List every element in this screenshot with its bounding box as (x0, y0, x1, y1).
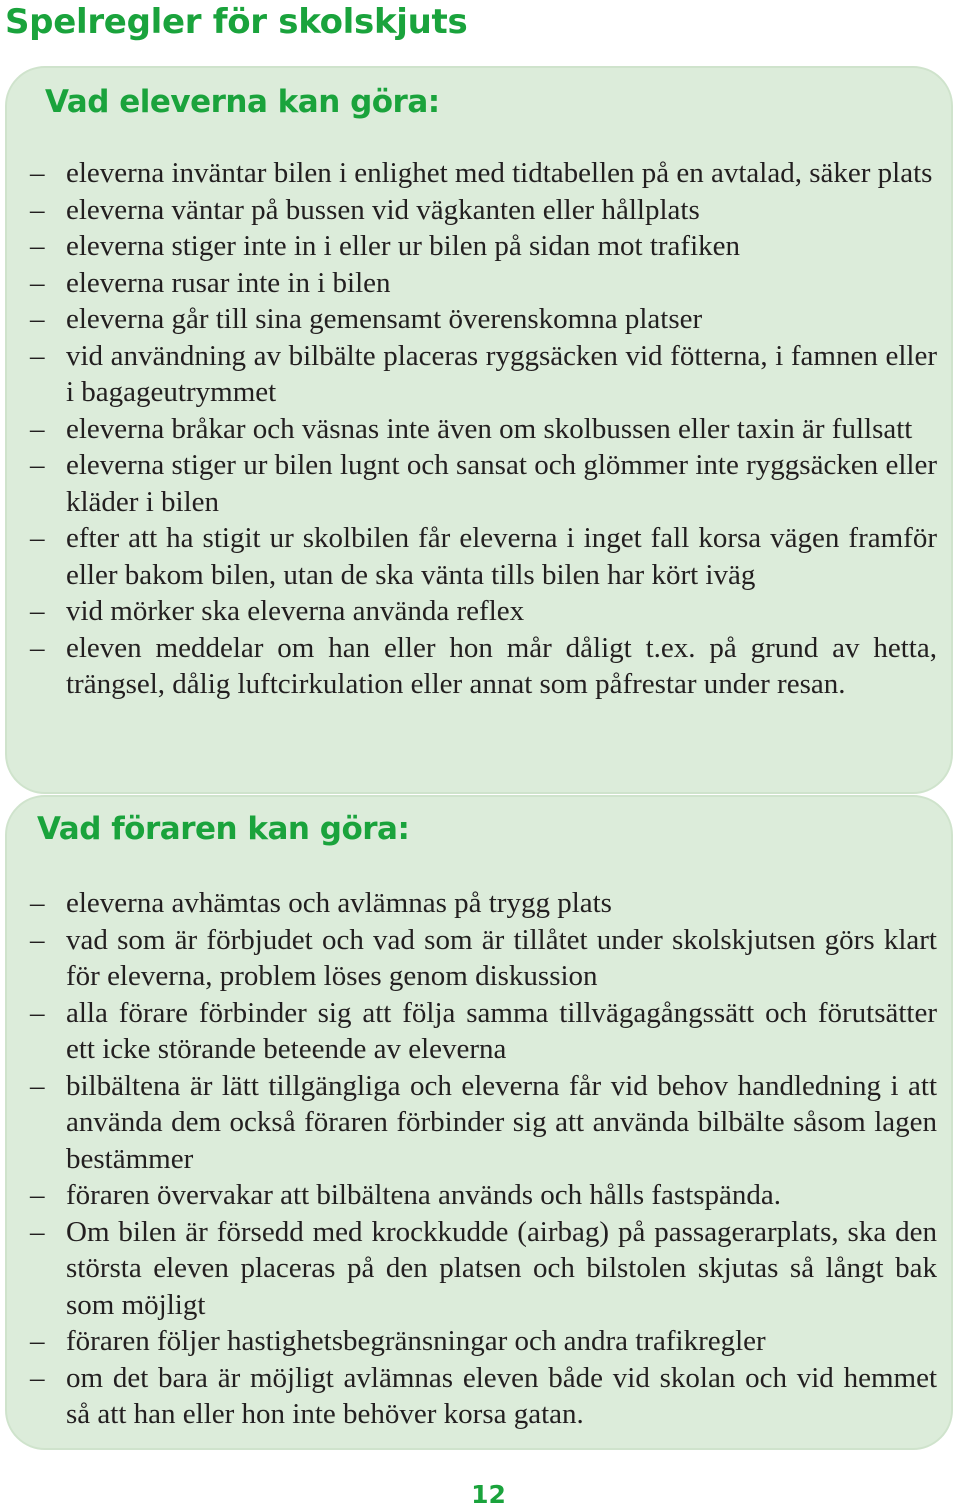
driver-rules-list (7, 885, 937, 1433)
students-rules-box (5, 66, 953, 794)
page-number: 12 (471, 1480, 506, 1509)
list-item: – eleverna avhämtas och avlämnas på trygg plats (7, 885, 937, 922)
driver-section-heading: Vad föraren kan göra: (37, 811, 410, 847)
list-item: – eleverna inväntar bilen i enlighet med tidtabellen på en avtalad, säker plats (7, 155, 937, 192)
driver-rules-box (5, 795, 953, 1450)
list-item: – föraren övervakar att bilbältena används och hålls fastspända. (7, 1177, 937, 1214)
list-item: – eleven meddelar om han eller hon mår dåligt t.ex. på grund av hetta, trängsel, dålig luftcirkulation eller annat som påfrestar under resan. (7, 630, 937, 703)
list-item: – vid mörker ska eleverna använda reflex (7, 593, 937, 630)
students-rules-list (7, 155, 937, 703)
students-section-heading: Vad eleverna kan göra: (45, 84, 440, 120)
list-item: – bilbältena är lätt tillgängliga och eleverna får vid behov handledning i att använda dem också föraren förbinder sig att använda bilbälte såsom lagen bestämmer (7, 1068, 937, 1178)
list-item: – efter att ha stigit ur skolbilen får eleverna i inget fall korsa vägen framför eller bakom bilen, utan de ska vänta tills bilen har kört iväg (7, 520, 937, 593)
list-item: – eleverna stiger ur bilen lugnt och sansat och glömmer inte ryggsäcken eller kläder i bilen (7, 447, 937, 520)
list-item: – vid användning av bilbälte placeras ryggsäcken vid fötterna, i famnen eller i bagageutrymmet (7, 338, 937, 411)
list-item: – eleverna stiger inte in i eller ur bilen på sidan mot trafiken (7, 228, 937, 265)
list-item: – om det bara är möjligt avlämnas eleven både vid skolan och vid hemmet så att han eller hon inte behöver korsa gatan. (7, 1360, 937, 1433)
list-item: – alla förare förbinder sig att följa samma tillvägagångssätt och förutsätter ett icke störande beteende av eleverna (7, 995, 937, 1068)
list-item: – eleverna går till sina gemensamt överenskomna platser (7, 301, 937, 338)
list-item: – föraren följer hastighetsbegränsningar och andra trafikregler (7, 1323, 937, 1360)
list-item: – Om bilen är försedd med krockkudde (airbag) på passagerarplats, ska den största eleven placeras på den platsen och bilstolen skjutas så långt bak som möjligt (7, 1214, 937, 1324)
list-item: – eleverna bråkar och väsnas inte även om skolbussen eller taxin är fullsatt (7, 411, 937, 448)
list-item: – eleverna väntar på bussen vid vägkanten eller hållplats (7, 192, 937, 229)
list-item: – vad som är förbjudet och vad som är tillåtet under skolskjutsen görs klart för eleverna, problem löses genom diskussion (7, 922, 937, 995)
page-title: Spelregler för skolskjuts (5, 2, 468, 42)
list-item: – eleverna rusar inte in i bilen (7, 265, 937, 302)
